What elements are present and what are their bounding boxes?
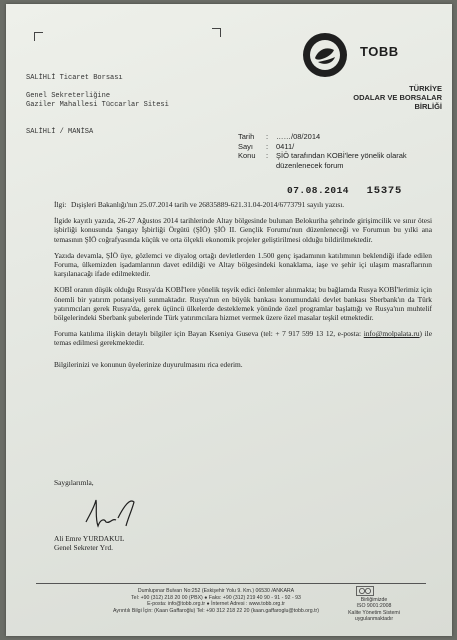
- address-line: Gaziler Mahallesi Tüccarlar Sitesi: [26, 101, 169, 109]
- letter-page: [6, 4, 452, 636]
- cert-line: ISO 9001:2008: [356, 603, 392, 610]
- signatory-title: Genel Sekreter Yrd.: [54, 543, 114, 553]
- iso-certification: [334, 597, 414, 623]
- body-paragraph: Yazıda devamla, ŞİÖ üye, gözlemci ve diyalog ortağı devletlerden 1.500 genç işadamının katılımının beklendiği ifade edilen Foruma, ülkemizden işadamlarının davet edildiği ve Altay bölgesindeki konaklama, iaşe ve şehir içi ulaşım masraflarının karşılanacağı ifade edilmektedir.: [54, 250, 432, 279]
- meta-date-row: [238, 132, 443, 142]
- handwritten-signature-icon: [80, 488, 140, 534]
- body-paragraph: KOBİ oranın düşük olduğu Rusya'da KOBİ'lere yönelik teşvik edici önlemler alınmakta; bu bağlamda Rusya KOBİ'lerimiz için önemli bir yatırım potansiyeli sunmaktadır. Rusya'nın en büyük bankası konumundaki devlet bankası Sberbank'ın da Türk yatırımcıları gerek Rusya'da, gerek üçüncü ülkelerde desteklemek yönünde özel programlar başlattığı ve Rusya'nın muhtelif bölgelerindeki Sberbank şubelerinde Türk yatırımcılara hizmet vermek üzere özel masalar teşkil etmektedir.: [54, 285, 432, 323]
- number-label: Sayı: [238, 141, 254, 151]
- date-label: Tarih: [238, 132, 255, 141]
- org-name-line: TÜRKİYE: [409, 84, 442, 93]
- footer-contact: [96, 588, 336, 614]
- meta-number-row: [238, 142, 443, 152]
- meta-subject-row: [238, 151, 443, 170]
- body-paragraph: Bilgilerinizi ve konunun üyelerinize duyurulmasını rica ederim.: [54, 359, 243, 369]
- contact-text-after: ) ile temas edilmesi gerekmektedir.: [54, 329, 432, 348]
- reference-paragraph: [54, 200, 432, 209]
- tobb-seal-icon: [302, 32, 348, 78]
- org-name: [322, 84, 442, 111]
- address-line: Genel Sekreterliğine: [26, 92, 111, 100]
- address-line: SALİHLİ Ticaret Borsası: [26, 74, 123, 82]
- footer-line: Dumlupınar Bulvarı No:252 (Eskişehir Yolu 9. Km.) 06530 /ANKARA: [137, 588, 295, 594]
- stamp-number: 15375: [366, 185, 403, 197]
- logo-abbr: TOBB: [360, 44, 399, 59]
- registry-stamp: [287, 180, 402, 198]
- address-line: [26, 83, 216, 92]
- address-line: [26, 110, 216, 119]
- tobb-logo: [302, 32, 452, 112]
- recipient-address: [26, 74, 216, 137]
- iso-cert-icon: [356, 586, 374, 596]
- number-value: 0411/: [276, 141, 295, 151]
- address-window-corner: [212, 28, 221, 37]
- subject-value: ŞİÖ tarafından KOBİ'lere yönelik olarak düzenlenecek forum: [276, 151, 407, 170]
- stamp-date: 07.08.2014: [287, 185, 350, 196]
- meta-sep: :: [266, 151, 269, 160]
- contact-text-before: Foruma katılıma ilişkin detaylı bilgiler için Bayan Kseniya Guseva (tel: + 7 917 599 13 12, e-posta:: [54, 329, 364, 339]
- cert-line: uygulanmaktadır: [354, 616, 394, 623]
- footer-line: E-posta: info@tobb.org.tr ● İnternet Adresi : www.tobb.org.tr: [147, 601, 285, 608]
- footer-line: Ayrıntılı Bilgi İçin: (Kaan Gaffaroğlu) Tel: +90 312 218 22 20 (kaan.gaffaroglu@tobb.org.tr): [112, 607, 320, 614]
- address-window-corner: [34, 32, 43, 41]
- footer-divider: [36, 583, 426, 584]
- address-line: SALİHLİ / MANİSA: [26, 128, 94, 136]
- closing: Saygılarımla,: [54, 478, 94, 487]
- letter-body: [54, 200, 432, 376]
- signatory-name: Ali Emre YURDAKUL: [54, 534, 125, 543]
- reference-text: Dışişleri Bakanlığı'nın 25.07.2014 tarih ve 26835889-621.31.04-2014/6773791 sayılı yazısı.: [71, 200, 345, 209]
- date-value: ……/08/2014: [276, 132, 321, 141]
- contact-email-link[interactable]: info@molpalata.ru: [363, 329, 420, 339]
- subject-label: Konu: [238, 151, 256, 160]
- address-line: [26, 119, 216, 128]
- meta-sep: :: [266, 132, 269, 141]
- org-name-line: ODALAR VE BORSALAR: [353, 93, 442, 102]
- meta-sep: :: [266, 141, 269, 151]
- letter-meta: [238, 132, 443, 170]
- footer-line: Tel: +90 (312) 218 20 00 (PBX) ● Faks: +90 (312) 219 40 90 - 91 - 92 - 93: [131, 594, 301, 601]
- body-paragraph-contact: [54, 329, 432, 347]
- signatory: [54, 534, 124, 552]
- cert-line: Kalite Yönetim Sistemi: [348, 609, 400, 616]
- reference-label: İlgi:: [54, 200, 67, 209]
- body-paragraph: İlgide kayıtlı yazıda, 26-27 Ağustos 2014 tarihlerinde Altay bölgesinde bulunan Belokuriha şehrinde girişimcilik ve sınır ötesi işbirliği konusunda Şangay İşbirliği Örgütü (ŞİÖ) ŞİÖ II. Gençlik Forumu'nun düzenleneceği ve Forumun bu yılki ana temasının ŞİÖ coğrafyasında küçük ve orta ölçekli ekonomik projeler geliştirilmesi olduğu bildirilmektedir.: [54, 216, 432, 244]
- cert-line: Birliğimizde: [360, 597, 388, 603]
- org-name-line: BİRLİĞİ: [414, 102, 442, 111]
